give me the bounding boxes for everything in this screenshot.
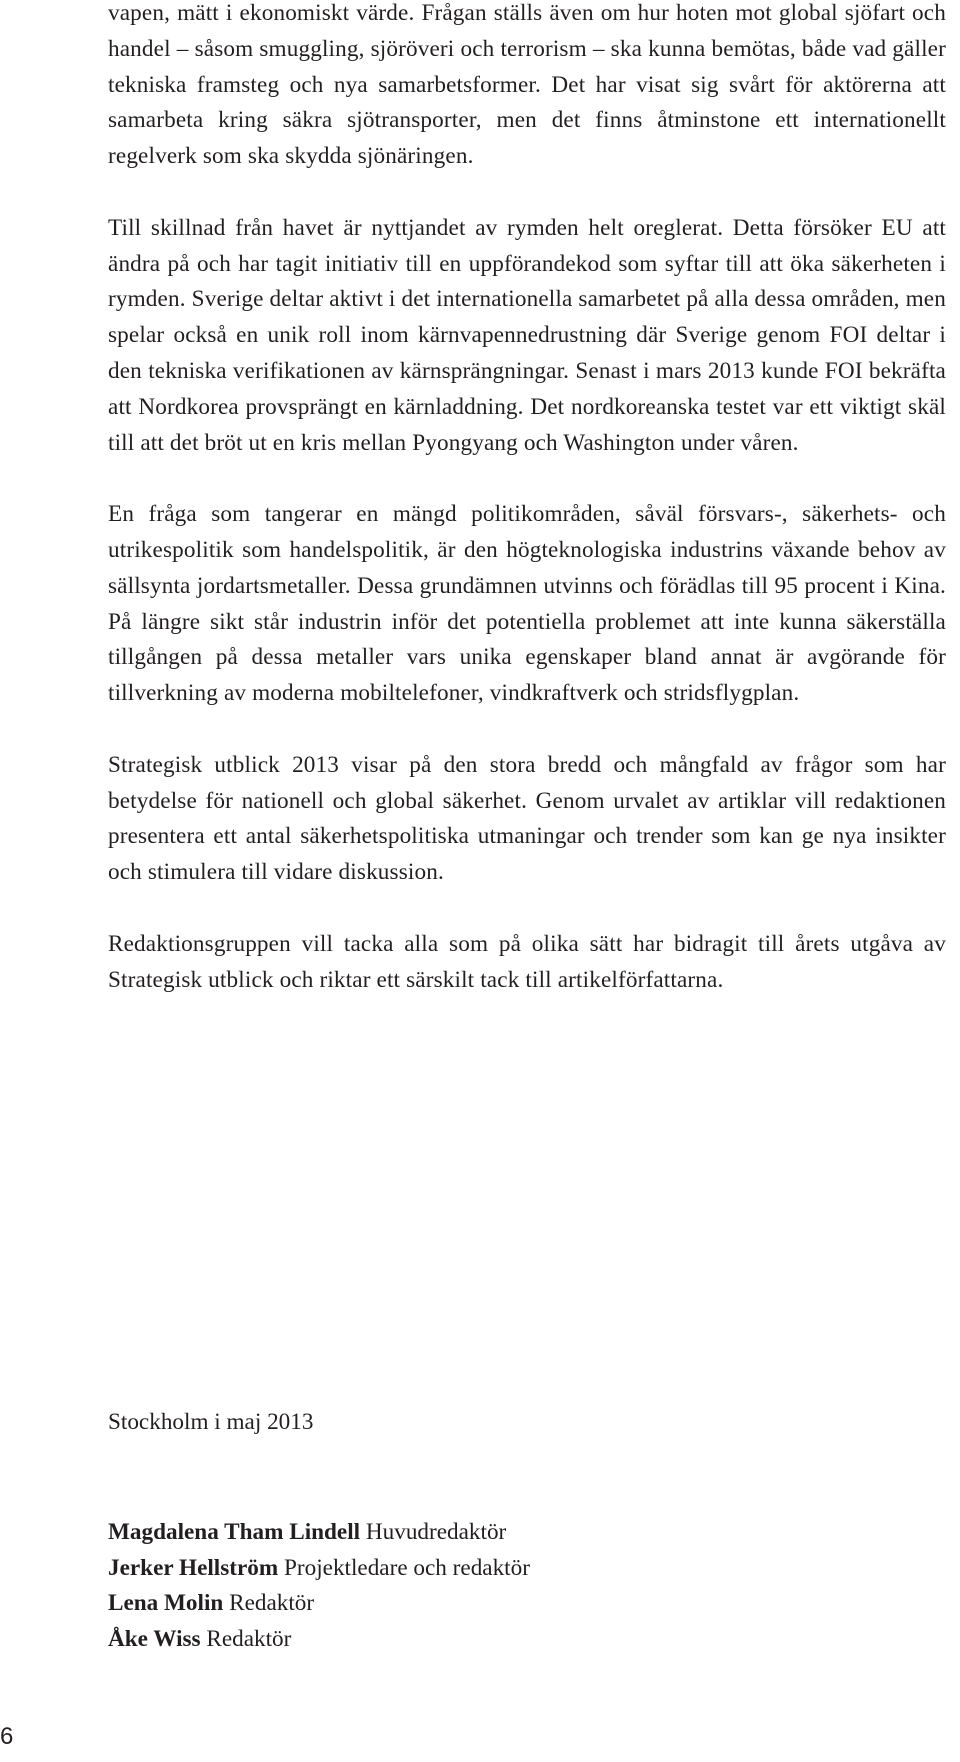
signature-role: Redaktör [229, 1590, 315, 1617]
signature-name: Jerker Hellström [108, 1554, 279, 1581]
place-and-date: Stockholm i maj 2013 [108, 1409, 314, 1435]
signature-row [108, 1551, 530, 1587]
signature-row [108, 1622, 530, 1658]
signature-name: Magdalena Tham Lindell [108, 1519, 361, 1545]
signature-block [108, 1515, 530, 1657]
paragraph-1: vapen, mätt i ekonomiskt värde. Frågan ställs även om hur hoten mot global sjöfart och handel – såsom smuggling, sjöröveri och terrorism – ska kunna bemötas, både vad gäller tekniska framsteg och nya samarbetsformer. Det har visat sig svårt för aktörerna att samarbeta kring säkra sjötransporter, men det finns åtminstone ett internationellt regelverk som ska skydda sjönäringen. [108, 0, 946, 170]
signature-row [108, 1515, 530, 1551]
paragraph-3: En fråga som tangerar en mängd politikområden, såväl försvars-, säkerhets- och utrikespolitik som handelspolitik, är den högteknologiska industrins växande behov av sällsynta jordartsmetaller. Dessa grundämnen utvinns och förädlas till 95 procent i Kina. På längre sikt står industrin inför det potentiella problemet att inte kunna säkerställa tillgången på dessa metaller vars unika egenskaper bland annat är avgörande för tillverkning av moderna mobiltelefoner, vindkraftverk och stridsflygplan. [108, 501, 946, 707]
page-number: 6 [0, 1723, 14, 1750]
signature-role: Redaktör [206, 1625, 292, 1652]
paragraph-5: Redaktionsgruppen vill tacka alla som på olika sätt har bidragit till årets utgåva av Strategisk utblick och riktar ett särskilt tack till artikelförfattarna. [108, 930, 946, 993]
body-text [108, 0, 946, 1034]
paragraph-2: Till skillnad från havet är nyttjandet av rymden helt oreglerat. Detta försöker EU att ändra på och har tagit initiativ till en uppförandekod som syftar till att öka säkerheten i rymden. Sverige deltar aktivt i det internationella samarbetet på alla dessa områden, men spelar också en unik roll inom kärnvapennedrustning där Sverige genom FOI deltar i den tekniska verifikationen av kärnsprängningar. Senast i mars 2013 kunde FOI bekräfta att Nordkorea provsprängt en kärnladdning. Det nordkoreanska testet var ett viktigt skäl till att det bröt ut en kris mellan Pyongyang och Washington under våren. [108, 214, 946, 456]
signature-row [108, 1586, 530, 1622]
signature-role: Projektledare och redaktör [284, 1554, 530, 1581]
paragraph-4: Strategisk utblick 2013 visar på den stora bredd och mångfald av frågor som har betydelse för nationell och global säkerhet. Genom urvalet av artiklar vill redaktionen presentera ett antal säkerhetspolitiska utmaningar och trender som kan ge nya insikter och stimulera till vidare diskussion. [108, 751, 946, 886]
signature-name: Lena Molin [108, 1590, 224, 1617]
signature-role: Huvudredaktör [365, 1519, 507, 1545]
signature-name: Åke Wiss [108, 1625, 201, 1652]
